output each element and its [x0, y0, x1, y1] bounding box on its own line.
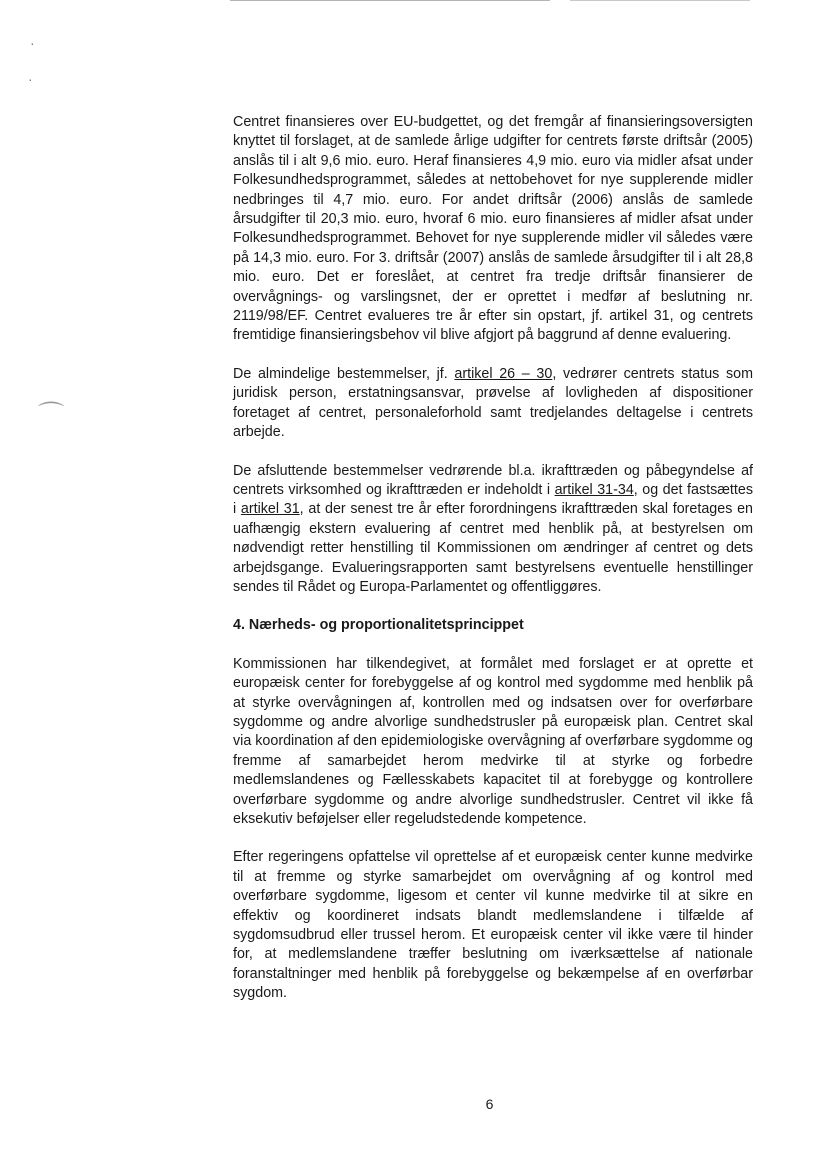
paragraph-gap — [233, 829, 753, 848]
paragraph-general-provisions — [233, 365, 753, 443]
document-body — [233, 113, 753, 1004]
hole-punch-mark: ⌒ — [38, 400, 65, 430]
paragraph-commission-purpose: Kommissionen har tilkendegivet, at formålet med forslaget er at oprette et europæisk center for forebyggelse af og kontrol med sygdomme med henblik på at styrke overvågningen af, kontrollen med og indsatsen over for overførbare sygdomme og andre alvorlige sundhedstrusler på europæisk plan. Centret skal via koordination af den epidemiologiske overvågning af overførbare sygdomme og fremme af samarbejdet herom medvirke til at styrke og forbedre medlemslandenes og Fællesskabets kapacitet til at forebygge og kontrollere overførbare sygdomme og andre alvorlige sundhedstrusler. Centret vil ikke få eksekutiv beføjelser eller regeludstedende kompetence. — [233, 655, 753, 827]
paragraph-gap — [233, 443, 753, 462]
scan-speck: · — [28, 71, 33, 87]
text-run: De almindelige bestemmelser, jf. — [233, 365, 455, 382]
paragraph-gap — [233, 636, 753, 655]
article-reference-link[interactable]: artikel 31 — [240, 501, 300, 518]
paragraph-final-provisions — [233, 462, 753, 598]
text-run: , vedrører centrets status som juridisk person, erstatningsansvar, prøvelse af lovligheden af dispositioner foretaget af centret, personaleforhold samt tredjelandes deltagelse i centrets arbejde. — [233, 365, 754, 441]
paragraph-government-position: Efter regeringens opfattelse vil oprettelse af et europæisk center kunne medvirke til at fremme og styrke samarbejdet om overvågning af og kontrol med overførbare sygdomme, ligesom et center vil kunne medvirke til at sikre en effektiv og koordineret indsats blandt medlemslandene i tilfælde af sygdomsudbrud eller trussel herom. Et europæisk center vil ikke være til hinder for, at medlemslandene træffer beslutning om iværksættelse af nationale foranstaltninger med henblik på forebyggelse og bekæmpelse af en overførbar sygdom. — [233, 849, 753, 1002]
scan-speck: · — [30, 35, 35, 51]
paragraph-gap — [233, 597, 753, 616]
paragraph-gap — [233, 346, 753, 365]
text-run: De afsluttende bestemmelser vedrørende bl.a. ikrafttræden og påbegyndelse af centrets virksomhed og ikrafttræden er indeholdt i — [233, 462, 753, 498]
page-number — [0, 1096, 827, 1112]
article-reference-link[interactable]: artikel 31-34 — [554, 481, 634, 498]
text-run: , og det fastsættes i — [233, 481, 753, 518]
page-number-text: 6 — [485, 1096, 494, 1112]
article-reference-link[interactable]: artikel 26 – 30 — [454, 365, 553, 382]
scan-edge-line — [230, 0, 550, 1]
section-heading: 4. Nærheds- og proportionalitetsprincippet — [233, 617, 524, 634]
scan-edge-line — [570, 0, 750, 1]
paragraph-financing: Centret finansieres over EU-budgettet, og det fremgår af finansieringsoversigten knyttet til forslaget, at de samlede årlige udgifter for centrets første driftsår (2005) anslås til i alt 9,6 mio. euro. Heraf finansieres 4,9 mio. euro via midler afsat under Folkesundhedsprogrammet, således at nettobehovet for nye supplerende midler nedbringes til 4,7 mio. euro. For andet driftsår (2006) anslås de samlede årsudgifter til 20,3 mio. euro, hvoraf 6 mio. euro finansieres af midler afsat under Folkesundhedsprogrammet. Behovet for nye supplerende midler vil således være på 14,3 mio. euro. For 3. driftsår (2007) anslås de samlede årsudgifter til i alt 28,8 mio. euro. Det er foreslået, at centret fra tredje driftsår finansierer de overvågnings- og varslingsnet, der er oprettet i medfør af beslutning nr. 2119/98/EF. Centret evalueres tre år efter sin opstart, jf. artikel 31, og centrets fremtidige finansieringsbehov vil blive afgjort på baggrund af denne evaluering. — [233, 114, 753, 344]
text-run: , at der senest tre år efter forordningens ikrafttræden skal foretages en uafhængig ekstern evaluering af centret med henblik på, at bestyrelsen om nødvendigt retter henstilling til Kommissionen om ændringer af centret og dets arbejdsgange. Evalueringsrapporten samt bestyrelsens eventuelle henstillinger sendes til Rådet og Europa-Parlamentet og offentliggøres. — [233, 501, 753, 595]
